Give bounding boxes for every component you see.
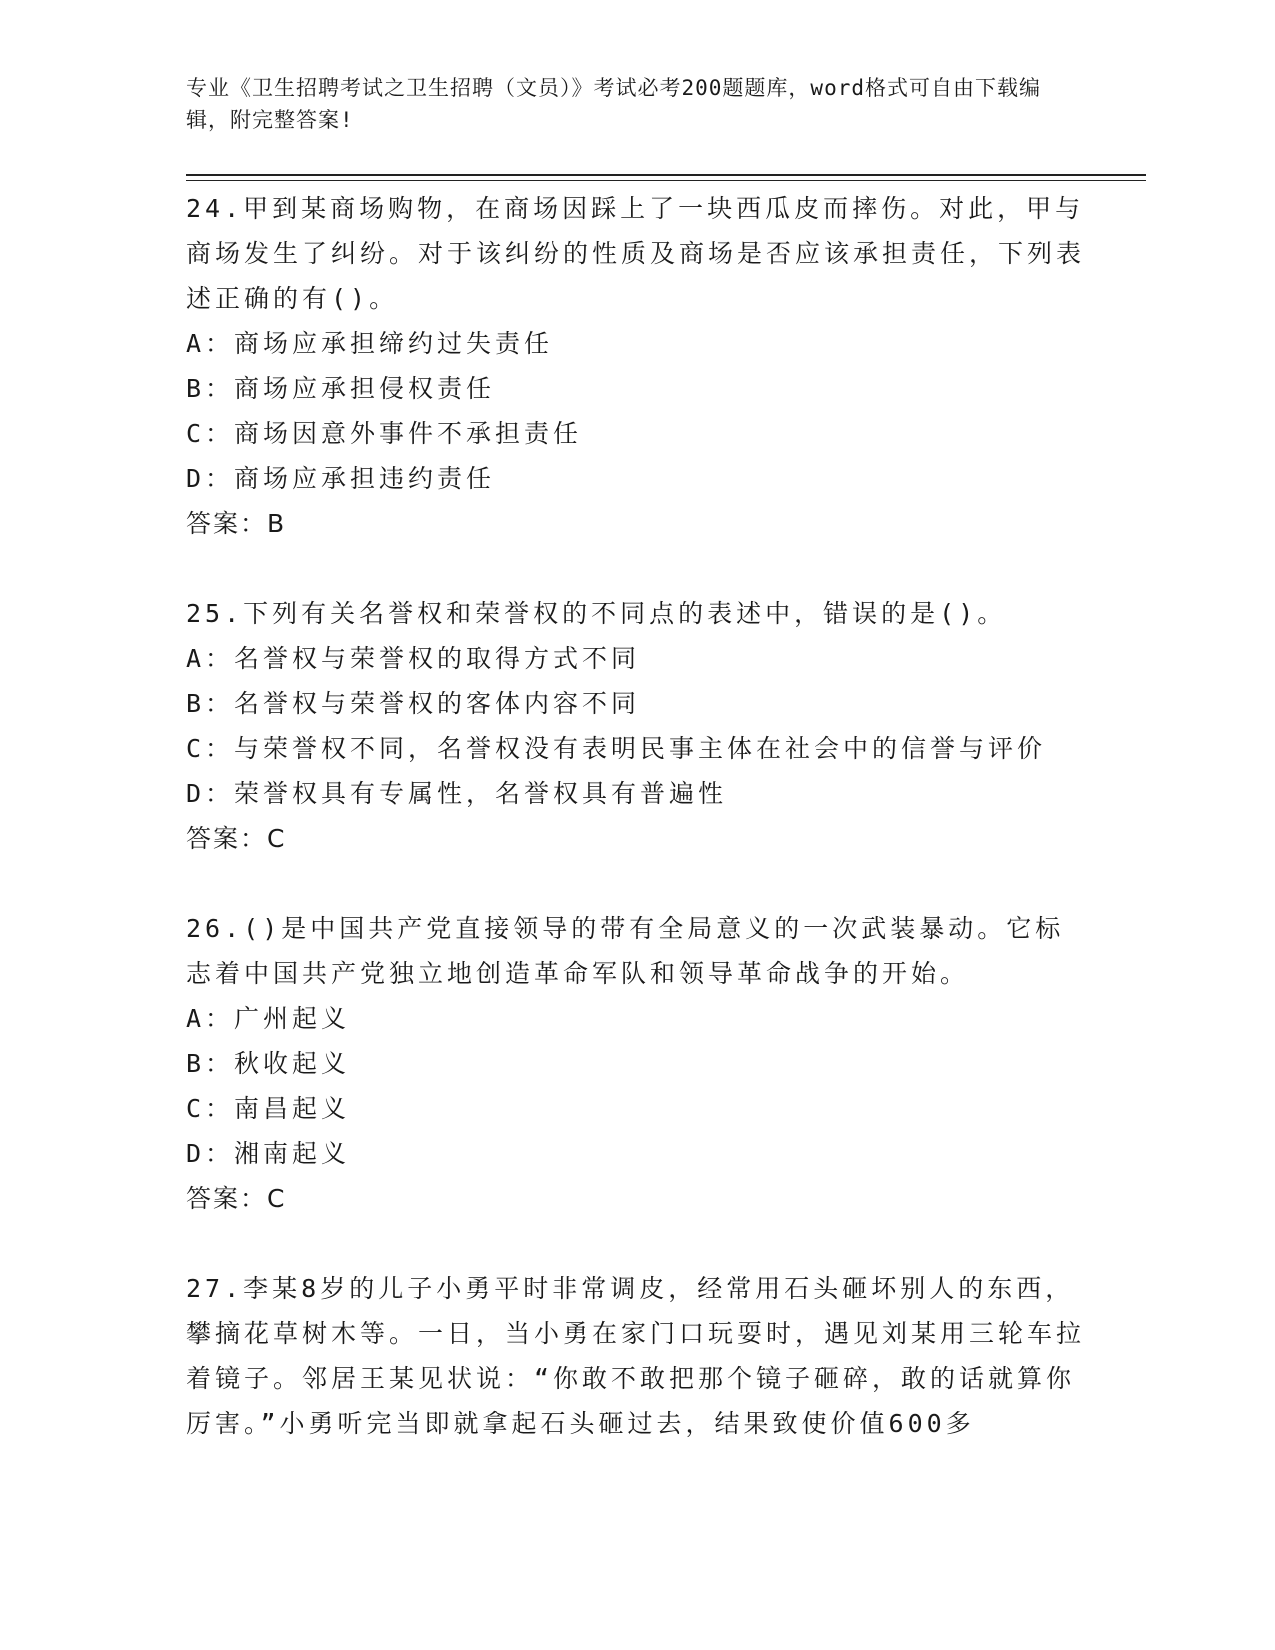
- question-25: [186, 591, 1086, 861]
- option-b: B：名誉权与荣誉权的客体内容不同: [186, 689, 641, 718]
- option-c: C：商场因意外事件不承担责任: [186, 419, 583, 448]
- question-stem: 25.下列有关名誉权和荣誉权的不同点的表述中，错误的是()。: [186, 599, 1007, 628]
- document-header: [186, 72, 1066, 136]
- option-b: B：商场应承担侵权责任: [186, 374, 496, 403]
- option-c: C：南昌起义: [186, 1094, 351, 1123]
- answer: 答案：C: [186, 1184, 287, 1213]
- option-b: B：秋收起义: [186, 1049, 351, 1078]
- option-d: D：荣誉权具有专属性，名誉权具有普遍性: [186, 779, 728, 808]
- answer: 答案：B: [186, 509, 287, 538]
- option-a: A：名誉权与荣誉权的取得方式不同: [186, 644, 641, 673]
- question-list: [186, 186, 1086, 1491]
- option-d: D：湘南起义: [186, 1139, 351, 1168]
- option-a: A：商场应承担缔约过失责任: [186, 329, 554, 358]
- header-divider-thin: [186, 180, 1146, 181]
- option-a: A：广州起义: [186, 1004, 351, 1033]
- question-27: [186, 1266, 1086, 1446]
- question-stem: 24.甲到某商场购物，在商场因踩上了一块西瓜皮而摔伤。对此，甲与商场发生了纠纷。对于该纠纷的性质及商场是否应该承担责任，下列表述正确的有()。: [186, 194, 1086, 313]
- question-24: [186, 186, 1086, 546]
- question-stem: 26.()是中国共产党直接领导的带有全局意义的一次武装暴动。它标志着中国共产党独立地创造革命军队和领导革命战争的开始。: [186, 914, 1065, 988]
- answer: 答案：C: [186, 824, 287, 853]
- question-26: [186, 906, 1086, 1221]
- option-d: D：商场应承担违约责任: [186, 464, 496, 493]
- question-stem: 27.李某8岁的儿子小勇平时非常调皮，经常用石头砸坏别人的东西，攀摘花草树木等。一日，当小勇在家门口玩耍时，遇见刘某用三轮车拉着镜子。邻居王某见状说：“你敢不敢把那个镜子砸碎，敢的话就算你厉害。”小勇听完当即就拿起石头砸过去，结果致使价值600多: [186, 1274, 1086, 1438]
- header-text: 专业《卫生招聘考试之卫生招聘（文员）》考试必考200题题库，word格式可自由下载编辑，附完整答案!: [186, 76, 1041, 132]
- option-c: C：与荣誉权不同，名誉权没有表明民事主体在社会中的信誉与评价: [186, 734, 1047, 763]
- header-divider-thick: [186, 174, 1146, 176]
